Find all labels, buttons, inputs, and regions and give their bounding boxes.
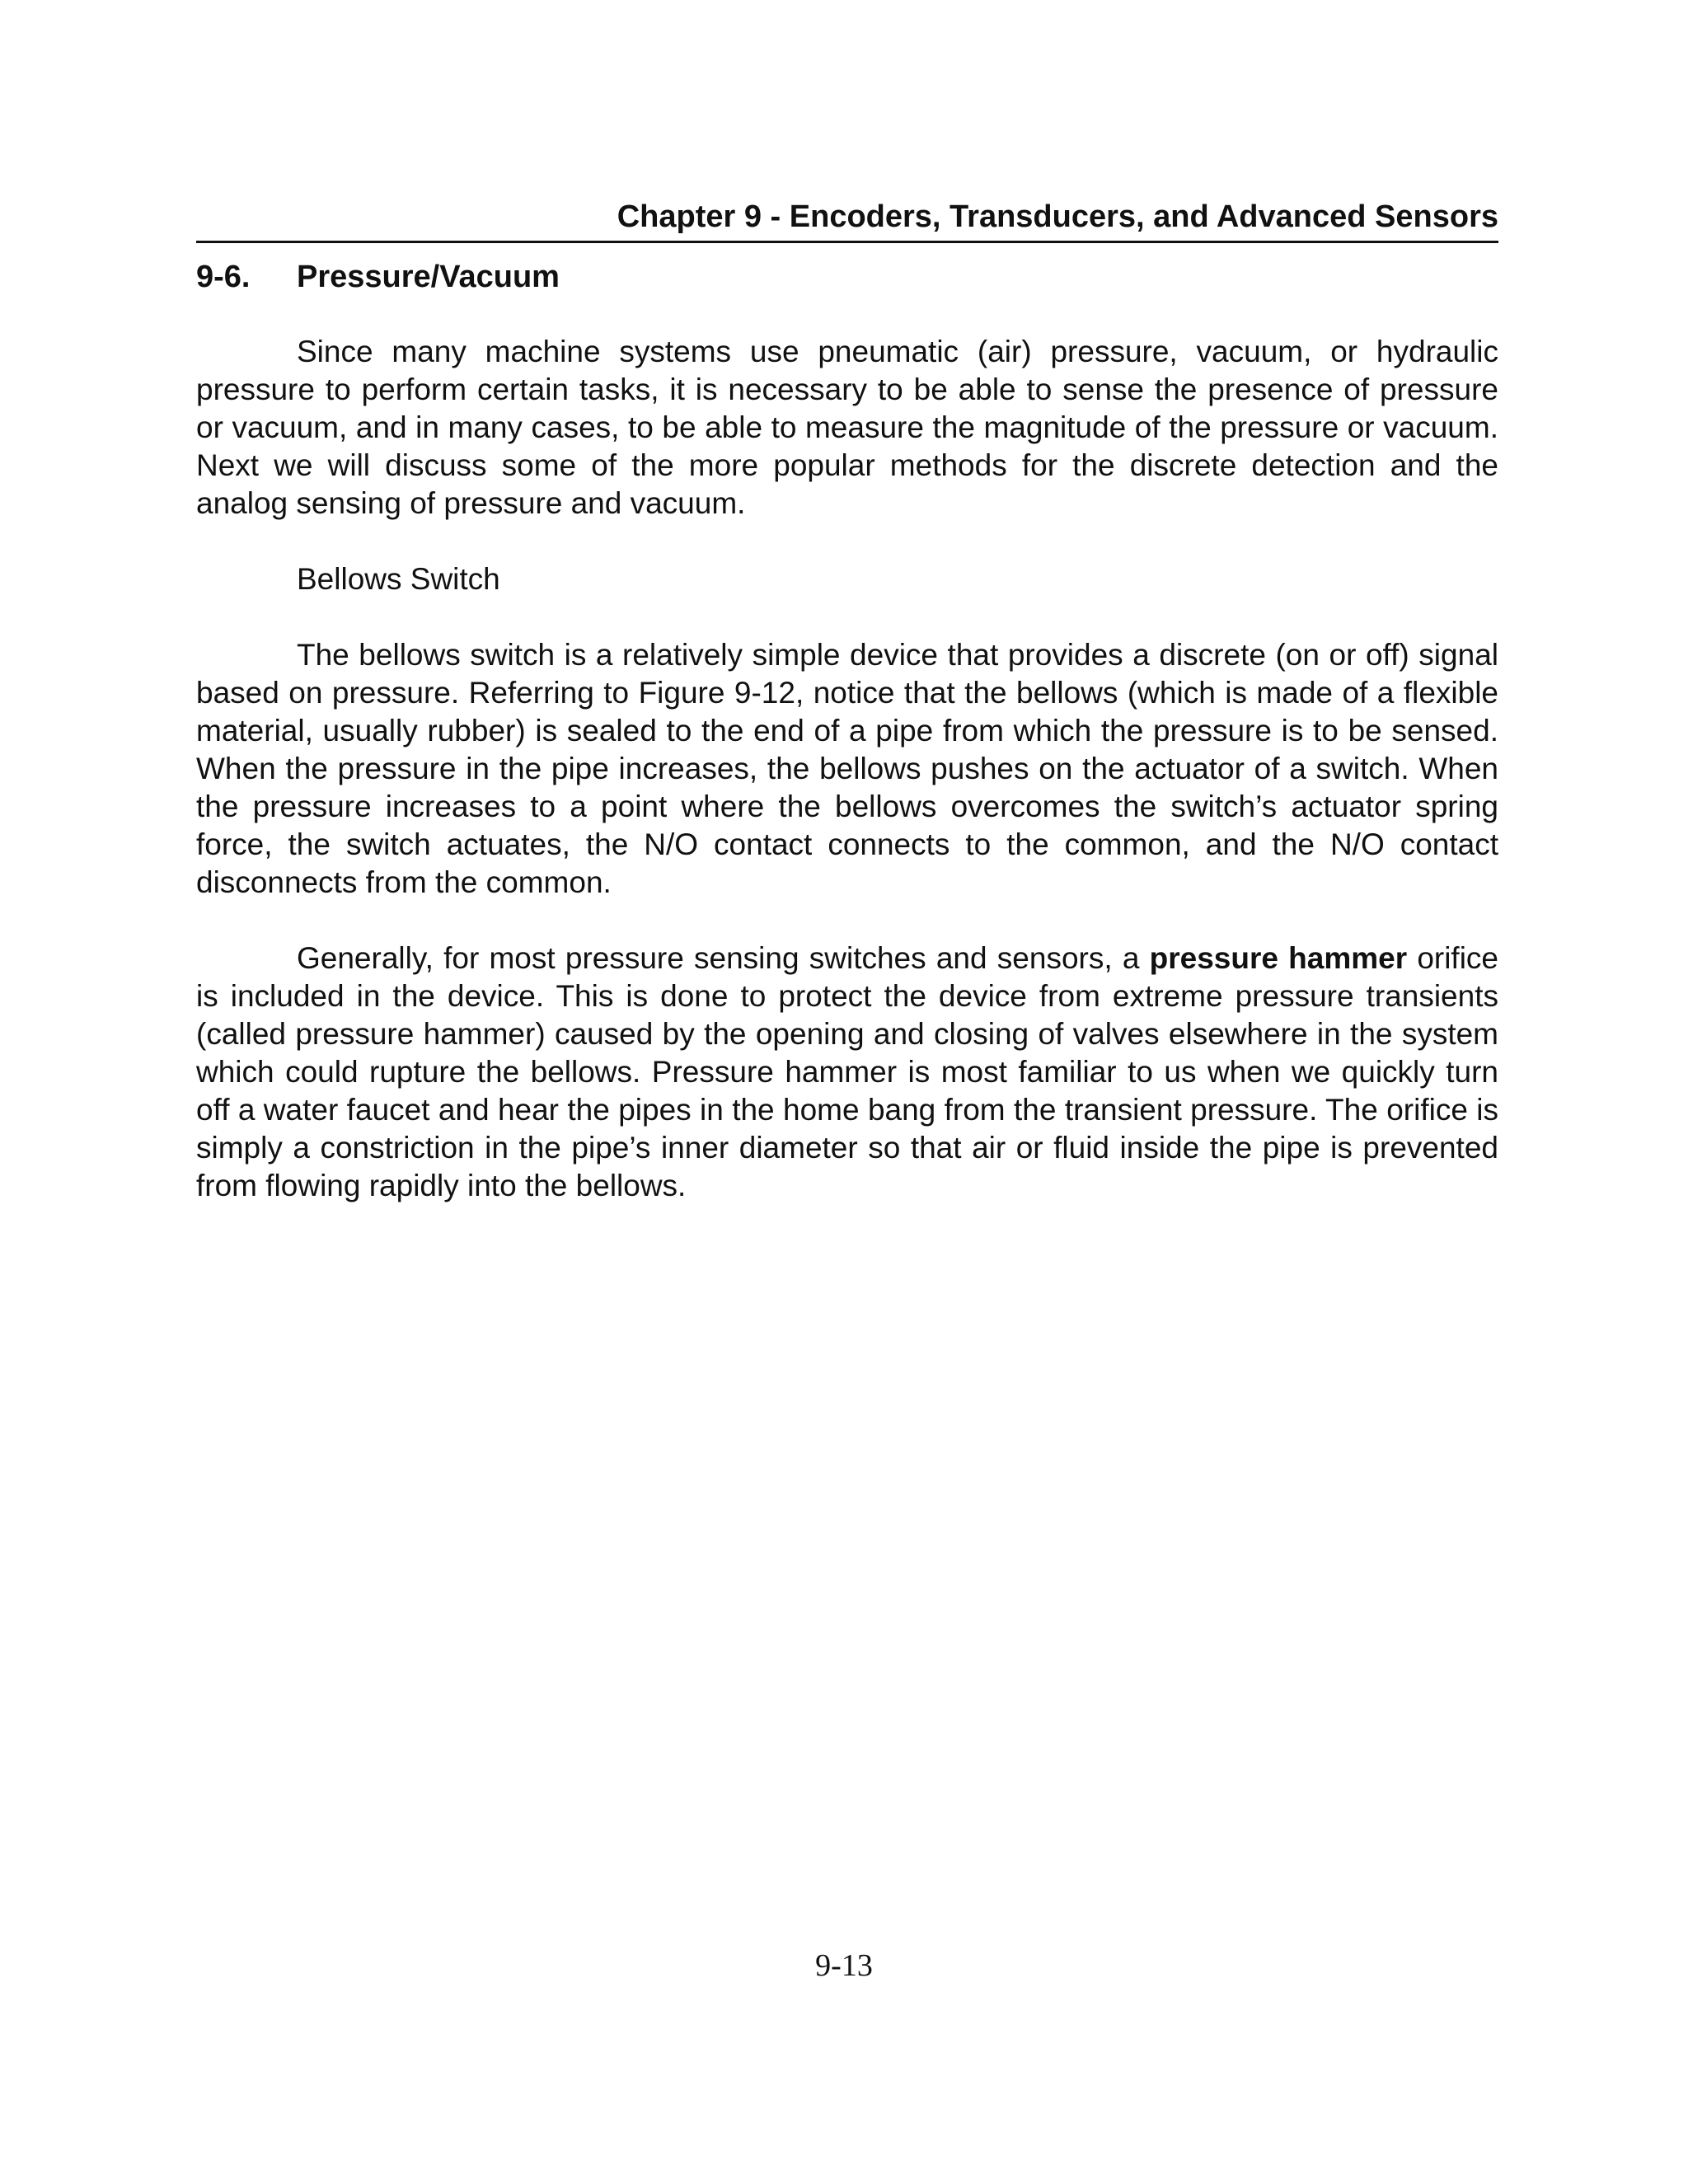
- running-header: Chapter 9 - Encoders, Transducers, and Advanced Sensors: [617, 199, 1498, 234]
- header-rule: [196, 241, 1498, 243]
- section-title: Pressure/Vacuum: [297, 260, 560, 294]
- bellows-switch-subheading: Bellows Switch: [297, 562, 500, 596]
- section-number: 9-6.: [196, 260, 251, 294]
- page-number: 9-13: [815, 1948, 873, 1983]
- pressure-hammer-paragraph: [196, 940, 1498, 1205]
- pressure-hammer-term: pressure hammer: [1149, 941, 1408, 975]
- bellows-paragraph: The bellows switch is a relatively simple device that provides a discrete (on or off) signal based on pressure. Referring to Figure 9-12, notice that the bellows (which is made of a flexible material, usually rubber) is sealed to the end of a pipe from which the pressure is to be sensed. When the pressure in the pipe increases, the bellows pushes on the actuator of a switch. When the pressure increases to a point where the bellows overcomes the switch’s actuator spring force, the switch actuates, the N/O contact connects to the common, and the N/O contact disconnects from the common.: [196, 638, 1498, 899]
- pressure-hammer-rest: orifice is included in the device. This is done to protect the device from extreme pressure transients (called pressure hammer) caused by the opening and closing of valves elsewhere in the system which could rupture the bellows. Pressure hammer is most familiar to us when we quickly turn off a water faucet and hear the pipes in the home bang from the transient pressure. The orifice is simply a constriction in the pipe’s inner diameter so that air or fluid inside the pipe is prevented from flowing rapidly into the bellows.: [196, 941, 1499, 1202]
- pressure-hammer-lead: Generally, for most pressure sensing switches and sensors, a: [297, 941, 1150, 975]
- intro-paragraph: Since many machine systems use pneumatic (air) pressure, vacuum, or hydraulic pressure to perform certain tasks, it is necessary to be able to sense the presence of pressure or vacuum, and in many cases, to be able to measure the magnitude of the pressure or vacuum. Next we will discuss some of the more popular methods for the discrete detection and the analog sensing of pressure and vacuum.: [196, 335, 1498, 520]
- section-body: [196, 333, 1498, 1243]
- section-heading: [196, 258, 560, 296]
